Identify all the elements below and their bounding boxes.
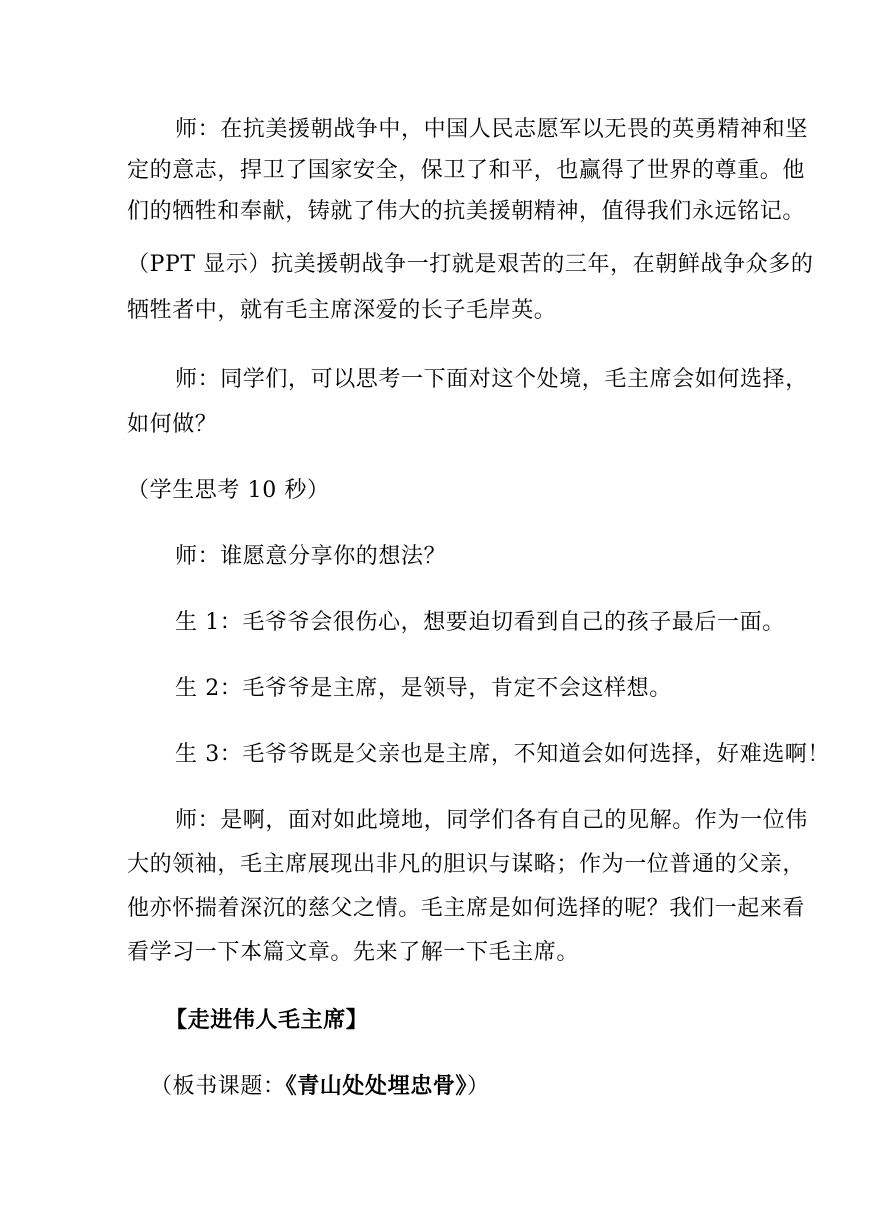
stage-note: （学生思考 10 秒） xyxy=(127,478,330,503)
section-heading: 【走进伟人毛主席】 xyxy=(165,1007,369,1033)
paragraph-2-line-1: 师：同学们，可以思考一下面对这个处境，毛主席会如何选择， xyxy=(175,367,808,392)
paragraph-3-line-2: 大的领袖，毛主席展现出非凡的胆识与谋略；作为一位普通的父亲， xyxy=(127,852,806,877)
paragraph-1-line-5: 牺牲者中，就有毛主席深爱的长子毛岸英。 xyxy=(127,298,557,323)
paragraph-1-line-2: 定的意志，捍卫了国家安全，保卫了和平，也赢得了世界的尊重。他 xyxy=(127,158,806,183)
paragraph-3-line-1: 师：是啊，面对如此境地，同学们各有自己的见解。作为一位伟 xyxy=(175,808,808,833)
paragraph-2-line-2: 如何做？ xyxy=(127,412,218,437)
paragraph-1-line-4: （PPT 显示）抗美援朝战争一打就是艰苦的三年，在朝鲜战争众多的 xyxy=(127,252,814,277)
student-2-response: 生 2：毛爷爷是主席，是领导，肯定不会这样想。 xyxy=(175,676,672,701)
board-note xyxy=(150,1071,490,1102)
student-3-response: 生 3：毛爷爷既是父亲也是主席，不知道会如何选择，好难选啊！ xyxy=(175,742,830,767)
board-note-title: 《青山处处埋忠骨》 xyxy=(285,1073,468,1099)
board-note-suffix: ） xyxy=(467,1074,490,1099)
paragraph-1-line-3: 们的牺牲和奉献，铸就了伟大的抗美援朝精神，值得我们永远铭记。 xyxy=(127,199,806,224)
paragraph-1-line-1: 师：在抗美援朝战争中，中国人民志愿军以无畏的英勇精神和坚 xyxy=(175,117,808,142)
paragraph-3-line-3: 他亦怀揣着深沉的慈父之情。毛主席是如何选择的呢？我们一起来看 xyxy=(127,896,806,921)
student-1-response: 生 1：毛爷爷会很伤心，想要迫切看到自己的孩子最后一面。 xyxy=(175,610,785,635)
teacher-question: 师：谁愿意分享你的想法？ xyxy=(175,544,447,569)
board-note-prefix: （板书课题： xyxy=(150,1074,286,1099)
paragraph-3-line-4: 看学习一下本篇文章。先来了解一下毛主席。 xyxy=(127,940,580,965)
